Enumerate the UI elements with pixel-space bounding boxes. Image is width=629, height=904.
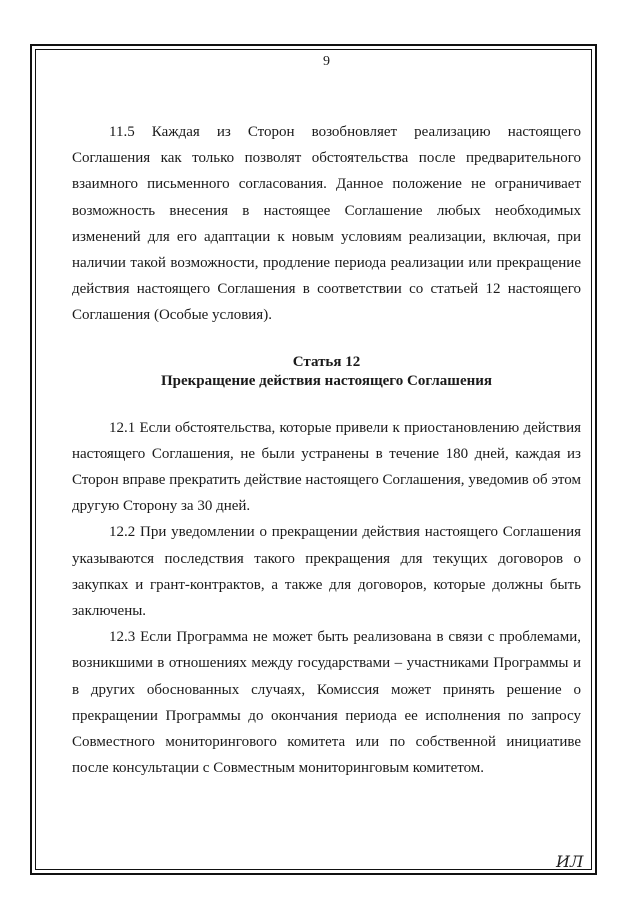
- article-title: Статья 12: [292, 353, 361, 370]
- article-subtitle: Прекращение действия настоящего Соглашения: [160, 372, 493, 389]
- paragraph-12-3: 12.3 Если Программа не может быть реализована в связи с проблемами, возникшими в отношениях между государствами – участниками Программы и в других обоснованных случаях, Комиссия может принять решение о прекращении Программы до окончания периода ее исполнения по запросу Совместного мониторингового комитета или по собственной инициативе после консультации с Совместным мониторинговым комитетом.: [72, 629, 581, 777]
- paragraph-12-1: 12.1 Если обстоятельства, которые привели к приостановлению действия настоящего Соглашения, не были устранены в течение 180 дней, каждая из Сторон вправе прекратить действие настоящего Соглашения, уведомив об этом другую Сторону за 30 дней.: [72, 419, 581, 515]
- paragraph-11-5: 11.5 Каждая из Сторон возобновляет реализацию настоящего Соглашения как только позволят обстоятельства после предварительного взаимного письменного согласования. Данное положение не ограничивает возможность внесения в настоящее Соглашение любых необходимых изменений для его адаптации к новым условиям реализации, включая, при наличии такой возможности, продление периода реализации или прекращение действия настоящего Соглашения в соответствии со статьей 12 настоящего Соглашения (Особые условия).: [72, 124, 581, 324]
- document-content: [72, 54, 581, 781]
- handwritten-initials: ИЛ: [556, 852, 584, 871]
- paragraph-12-2: 12.2 При уведомлении о прекращении действия настоящего Соглашения указываются последствия такого прекращения для текущих договоров о закупках и грант-контрактов, а также для договоров, которые должны быть заключены.: [72, 524, 581, 620]
- page-number: 9: [323, 54, 330, 69]
